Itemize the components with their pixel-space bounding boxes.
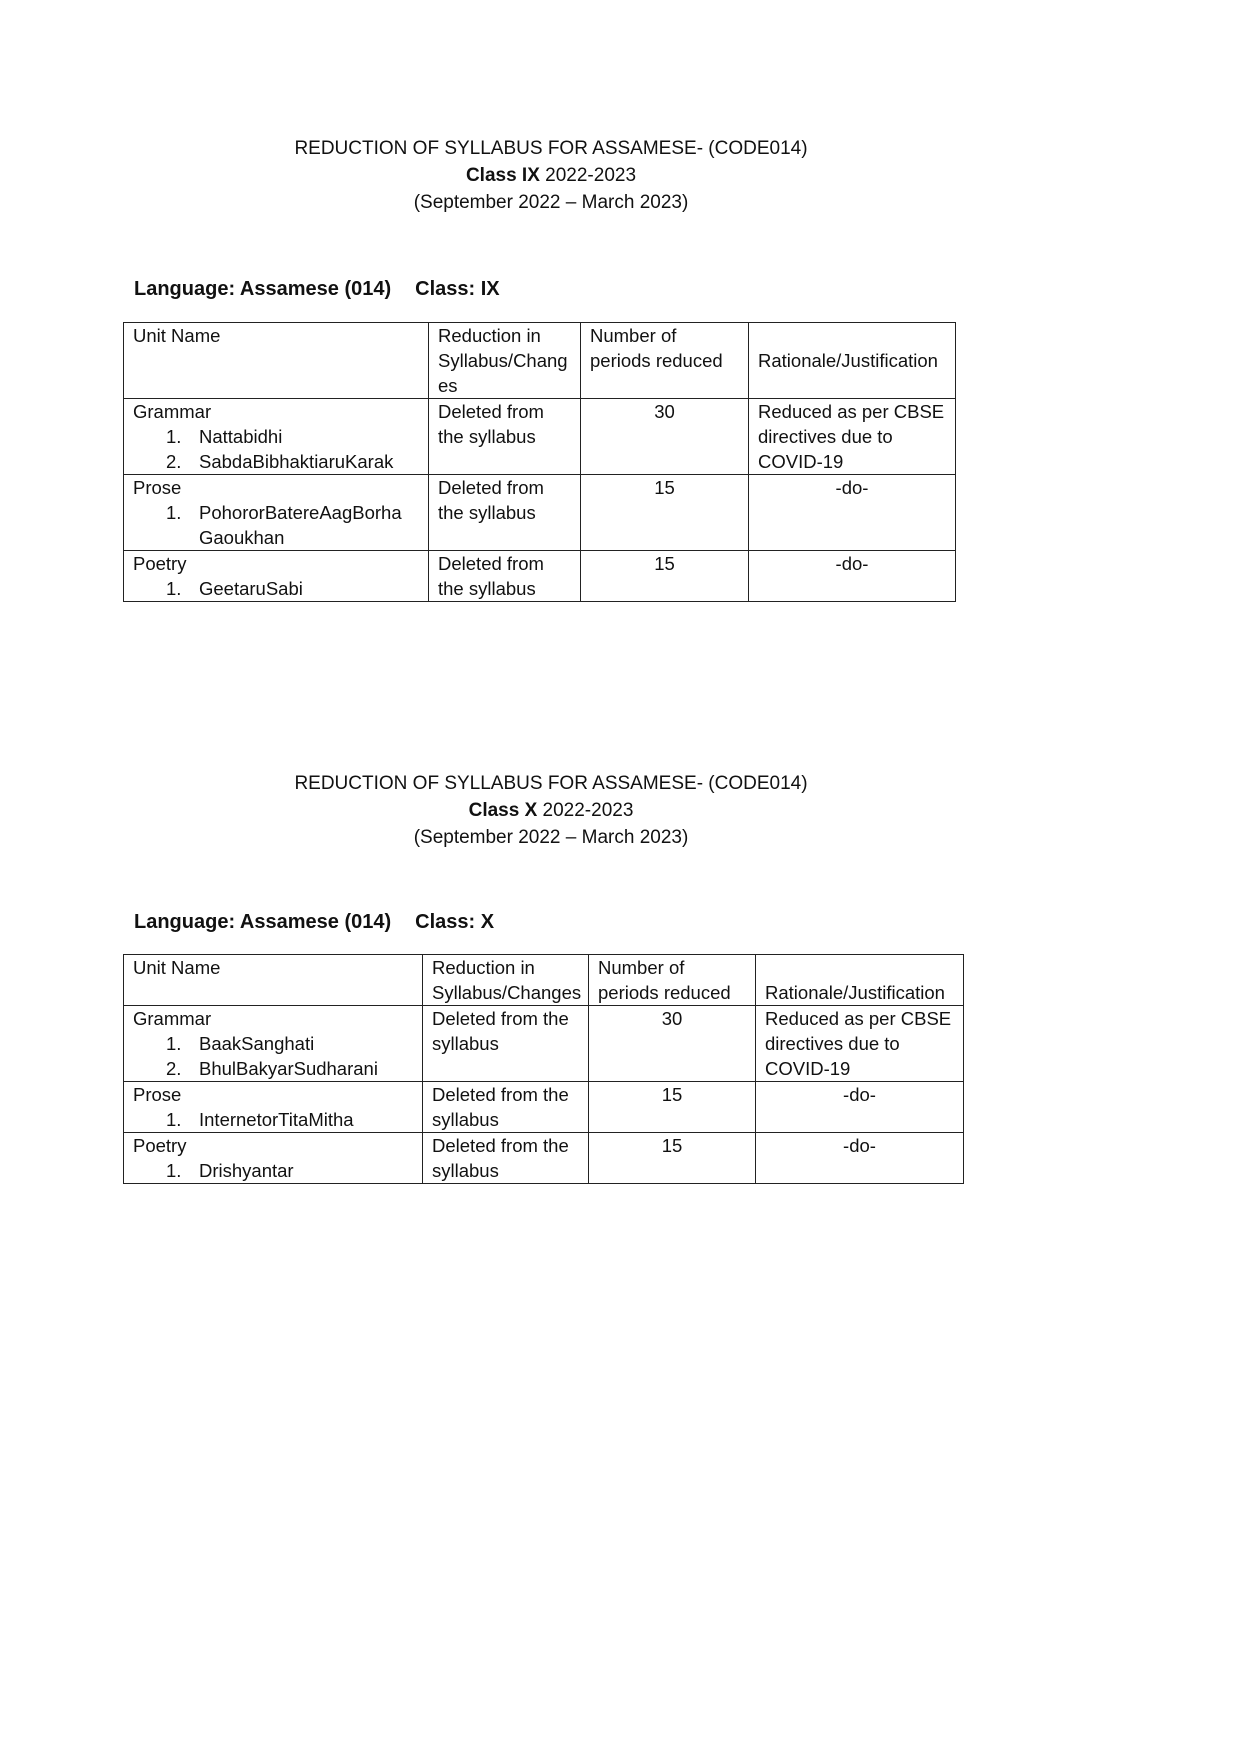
syllabus-reduction-table xyxy=(123,954,964,1184)
header-reduction: Reduction in Syllabus/Changes xyxy=(423,955,589,1006)
table-header-row xyxy=(124,323,956,399)
unit-list xyxy=(133,500,419,550)
table-header-row xyxy=(124,955,964,1006)
class-ix-title-block xyxy=(0,135,1102,216)
academic-year: 2022-2023 xyxy=(539,165,637,186)
table-row xyxy=(124,399,956,475)
class-x-title-block xyxy=(0,770,1102,851)
table-row xyxy=(124,475,956,551)
header-unit-name: Unit Name xyxy=(124,323,429,399)
unit-list xyxy=(133,1107,413,1132)
periods-cell: 15 xyxy=(589,1133,756,1184)
table-row xyxy=(124,1133,964,1184)
rationale-cell: -do- xyxy=(756,1082,964,1133)
header-periods: Number of periods reduced xyxy=(581,323,749,399)
rationale-cell: -do- xyxy=(756,1133,964,1184)
reduction-cell: Deleted from the syllabus xyxy=(423,1082,589,1133)
reduction-cell: Deleted from the syllabus xyxy=(429,399,581,475)
unit-list xyxy=(133,424,419,474)
rationale-cell: -do- xyxy=(749,475,956,551)
reduction-cell: Deleted from the syllabus xyxy=(423,1133,589,1184)
table-row xyxy=(124,1082,964,1133)
list-item: 1. GeetaruSabi xyxy=(166,578,303,599)
reduction-cell: Deleted from the syllabus xyxy=(429,475,581,551)
language-label: Language: Assamese (014) xyxy=(134,911,392,933)
class-label: Class: IX xyxy=(415,278,500,300)
list-item: 2. SabdaBibhaktiaruKarak xyxy=(166,451,394,472)
class-line xyxy=(0,797,1102,824)
list-item: 2. BhulBakyarSudharani xyxy=(166,1058,378,1079)
language-class-line xyxy=(134,911,494,934)
unit-title: Grammar xyxy=(133,401,212,422)
unit-cell xyxy=(124,551,429,602)
document-heading: REDUCTION OF SYLLABUS FOR ASSAMESE- (CODE014) xyxy=(294,773,808,794)
document-heading: REDUCTION OF SYLLABUS FOR ASSAMESE- (CODE014) xyxy=(294,138,808,159)
periods-cell: 30 xyxy=(589,1006,756,1082)
list-item: 1. Drishyantar xyxy=(166,1160,294,1181)
header-rationale: Rationale/Justification xyxy=(749,323,956,399)
table-row xyxy=(124,1006,964,1082)
unit-cell xyxy=(124,1133,423,1184)
periods-cell: 15 xyxy=(581,475,749,551)
header-rationale: Rationale/Justification xyxy=(756,955,964,1006)
header-reduction: Reduction in Syllabus/Chang es xyxy=(429,323,581,399)
periods-cell: 30 xyxy=(581,399,749,475)
table-row xyxy=(124,551,956,602)
academic-year: 2022-2023 xyxy=(537,800,634,821)
header-periods: Number of periods reduced xyxy=(589,955,756,1006)
rationale-cell: -do- xyxy=(749,551,956,602)
class-label: Class: X xyxy=(415,911,495,933)
reduction-cell: Deleted from the syllabus xyxy=(423,1006,589,1082)
unit-cell xyxy=(124,1082,423,1133)
class-name: Class IX xyxy=(465,165,540,186)
unit-list xyxy=(133,1158,413,1183)
class-name: Class X xyxy=(468,800,538,821)
unit-list xyxy=(133,1031,413,1081)
periods-cell: 15 xyxy=(589,1082,756,1133)
list-item: 1. PohororBatereAagBorha Gaoukhan xyxy=(166,502,402,548)
unit-title: Poetry xyxy=(133,553,187,574)
list-item: 1. InternetorTitaMitha xyxy=(166,1109,354,1130)
unit-title: Prose xyxy=(133,1084,182,1105)
unit-cell xyxy=(124,399,429,475)
language-label: Language: Assamese (014) xyxy=(134,278,392,300)
class-line xyxy=(0,162,1102,189)
reduction-cell: Deleted from the syllabus xyxy=(429,551,581,602)
periods-cell: 15 xyxy=(581,551,749,602)
rationale-cell: Reduced as per CBSE directives due to COVID-19 xyxy=(749,399,956,475)
unit-cell xyxy=(124,1006,423,1082)
session-period: (September 2022 – March 2023) xyxy=(413,827,689,848)
unit-title: Grammar xyxy=(133,1008,212,1029)
unit-list xyxy=(133,576,419,601)
unit-title: Poetry xyxy=(133,1135,187,1156)
unit-cell xyxy=(124,475,429,551)
unit-title: Prose xyxy=(133,477,182,498)
list-item: 1. BaakSanghati xyxy=(166,1033,315,1054)
rationale-cell: Reduced as per CBSE directives due to COVID-19 xyxy=(756,1006,964,1082)
language-class-line xyxy=(134,278,500,301)
header-unit-name: Unit Name xyxy=(124,955,423,1006)
list-item: 1. Nattabidhi xyxy=(166,426,283,447)
syllabus-reduction-table xyxy=(123,322,956,602)
session-period: (September 2022 – March 2023) xyxy=(413,192,689,213)
